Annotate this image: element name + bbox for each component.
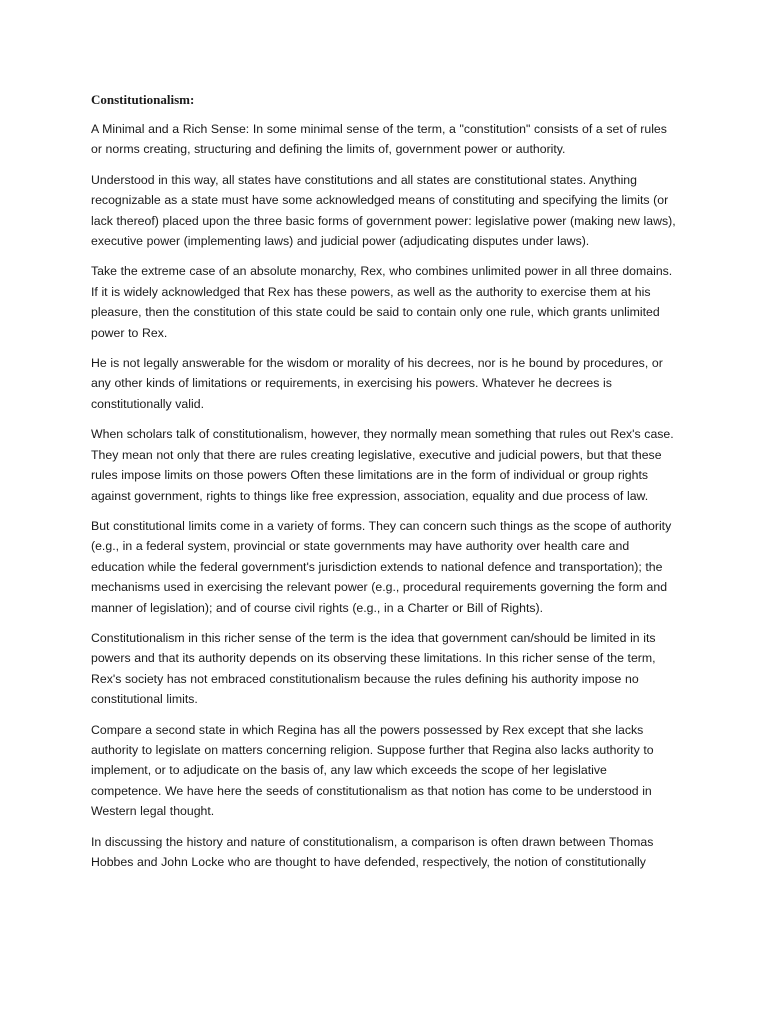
paragraph-absolute-monarchy: Take the extreme case of an absolute monarchy, Rex, who combines unlimited power in all three domains. If it is widely acknowledged that Rex has these powers, as well as the authority to exercise them at his pleasure, then the constitution of this state could be said to contain only one rule, which grants unlimited power to Rex. [91, 264, 673, 340]
paragraph-constitutional-states: Understood in this way, all states have constitutions and all states are constitutional states. Anything recognizable as a state must have some acknowledged means of constituting and specifying the limits (or lack thereof) placed upon the three basic forms of government power: legislative power (making new laws), executive power (implementing laws) and judicial power (adjudicating disputes under laws). [91, 172, 676, 249]
paragraph-richer-sense: Constitutionalism in this richer sense of the term is the idea that government can/should be limited in its powers and that its authority depends on its observing these limitations. In this richer sense of the term, Rex's society has not embraced constitutionalism because the rules defining his authority impose no constitutional limits. [91, 630, 656, 707]
document-title: Constitutionalism: [91, 92, 195, 107]
paragraph-regina-comparison: Compare a second state in which Regina has all the powers possessed by Rex except that she lacks authority to legislate on matters concerning religion. Suppose further that Regina also lacks authority to implement, or to adjudicate on the basis of, any law which exceeds the scope of her legislative competence. We have here the seeds of constitutionalism as that notion has come to be understood in Western legal thought. [91, 722, 654, 819]
paragraph-constitutional-limits: But constitutional limits come in a variety of forms. They can concern such things as the scope of authority (e.g., in a federal system, provincial or state governments may have authority over health care and education while the federal government's jurisdiction extends to national defence and transportation); the mechanisms used in exercising the relevant power (e.g., procedural requirements governing the form and manner of legislation); and of course civil rights (e.g., in a Charter or Bill of Rights). [91, 518, 672, 615]
paragraph-not-answerable: He is not legally answerable for the wisdom or morality of his decrees, nor is he bound by procedures, or any other kinds of limitations or requirements, in exercising his powers. Whatever he decrees is constitutionally valid. [91, 356, 663, 411]
paragraph-scholars-constitutionalism: When scholars talk of constitutionalism, however, they normally mean something that rules out Rex's case. They mean not only that there are rules creating legislative, executive and judicial powers, but that these rules impose limits on those powers Often these limitations are in the form of individual or group rights against government, rights to things like free expression, association, equality and due process of law. [91, 427, 674, 503]
paragraph-hobbes-locke: In discussing the history and nature of constitutionalism, a comparison is often drawn between Thomas Hobbes and John Locke who are thought to have defended, respectively, the notion of constitutionally [91, 834, 654, 869]
paragraph-minimal-rich-sense: A Minimal and a Rich Sense: In some minimal sense of the term, a "constitution" consists of a set of rules or norms creating, structuring and defining the limits of, government power or authority. [91, 122, 667, 157]
